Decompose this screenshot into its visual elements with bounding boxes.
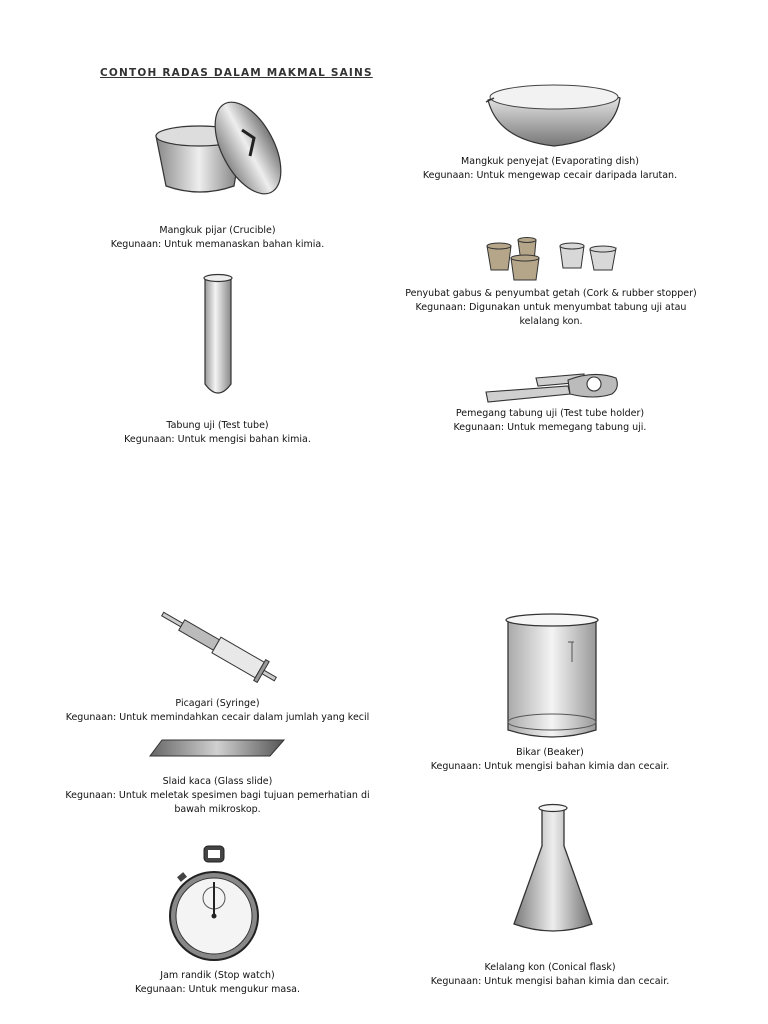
item-beaker — [420, 746, 680, 774]
item-name: Penyubat gabus & penyumbat getah (Cork & rubber stopper) — [405, 288, 697, 299]
item-use: Kegunaan: Untuk mengewap cecair daripada larutan. — [422, 170, 678, 181]
item-evaporating-dish — [400, 155, 700, 183]
item-name: Tabung uji (Test tube) — [166, 420, 269, 431]
item-use: Kegunaan: Digunakan untuk menyumbat tabung uji atau kelalang kon. — [415, 302, 687, 327]
item-crucible — [100, 224, 335, 252]
item-name: Bikar (Beaker) — [516, 747, 584, 758]
conical-flask-icon — [508, 802, 598, 938]
item-test-tube — [100, 419, 335, 447]
item-use: Kegunaan: Untuk mengisi bahan kimia dan cecair. — [430, 761, 670, 772]
item-name: Slaid kaca (Glass slide) — [162, 776, 273, 787]
item-conical-flask — [420, 961, 680, 989]
item-use: Kegunaan: Untuk memegang tabung uji. — [453, 422, 647, 433]
item-name: Pemegang tabung uji (Test tube holder) — [455, 408, 645, 419]
test-tube-holder-icon — [484, 368, 624, 406]
item-name: Mangkuk penyejat (Evaporating dish) — [461, 156, 639, 167]
evaporating-dish-icon — [484, 80, 624, 150]
test-tube-icon — [200, 272, 236, 402]
item-glass-slide — [60, 775, 375, 817]
item-use: Kegunaan: Untuk memindahkan cecair dalam jumlah yang kecil — [65, 712, 370, 723]
beaker-icon — [500, 612, 604, 742]
page-title: CONTOH RADAS DALAM MAKMAL SAINS — [100, 67, 373, 79]
stopper-icon — [484, 236, 619, 282]
item-name: Mangkuk pijar (Crucible) — [159, 225, 276, 236]
item-use: Kegunaan: Untuk mengisi bahan kimia dan cecair. — [430, 976, 670, 987]
syringe-icon — [150, 606, 285, 694]
item-stopwatch — [100, 969, 335, 997]
item-use: Kegunaan: Untuk mengisi bahan kimia. — [124, 434, 311, 445]
item-name: Kelalang kon (Conical flask) — [484, 962, 616, 973]
item-name: Picagari (Syringe) — [175, 698, 260, 709]
item-use: Kegunaan: Untuk memanaskan bahan kimia. — [110, 239, 325, 250]
item-name: Jam randik (Stop watch) — [160, 970, 275, 981]
stopwatch-icon — [168, 842, 260, 968]
crucible-icon — [150, 98, 285, 203]
glass-slide-icon — [148, 738, 288, 760]
item-test-tube-holder — [400, 407, 700, 435]
item-use: Kegunaan: Untuk mengukur masa. — [135, 984, 300, 995]
item-use: Kegunaan: Untuk meletak spesimen bagi tujuan pemerhatian di bawah mikroskop. — [65, 790, 370, 815]
item-stopper — [395, 287, 707, 329]
item-syringe — [60, 697, 375, 725]
